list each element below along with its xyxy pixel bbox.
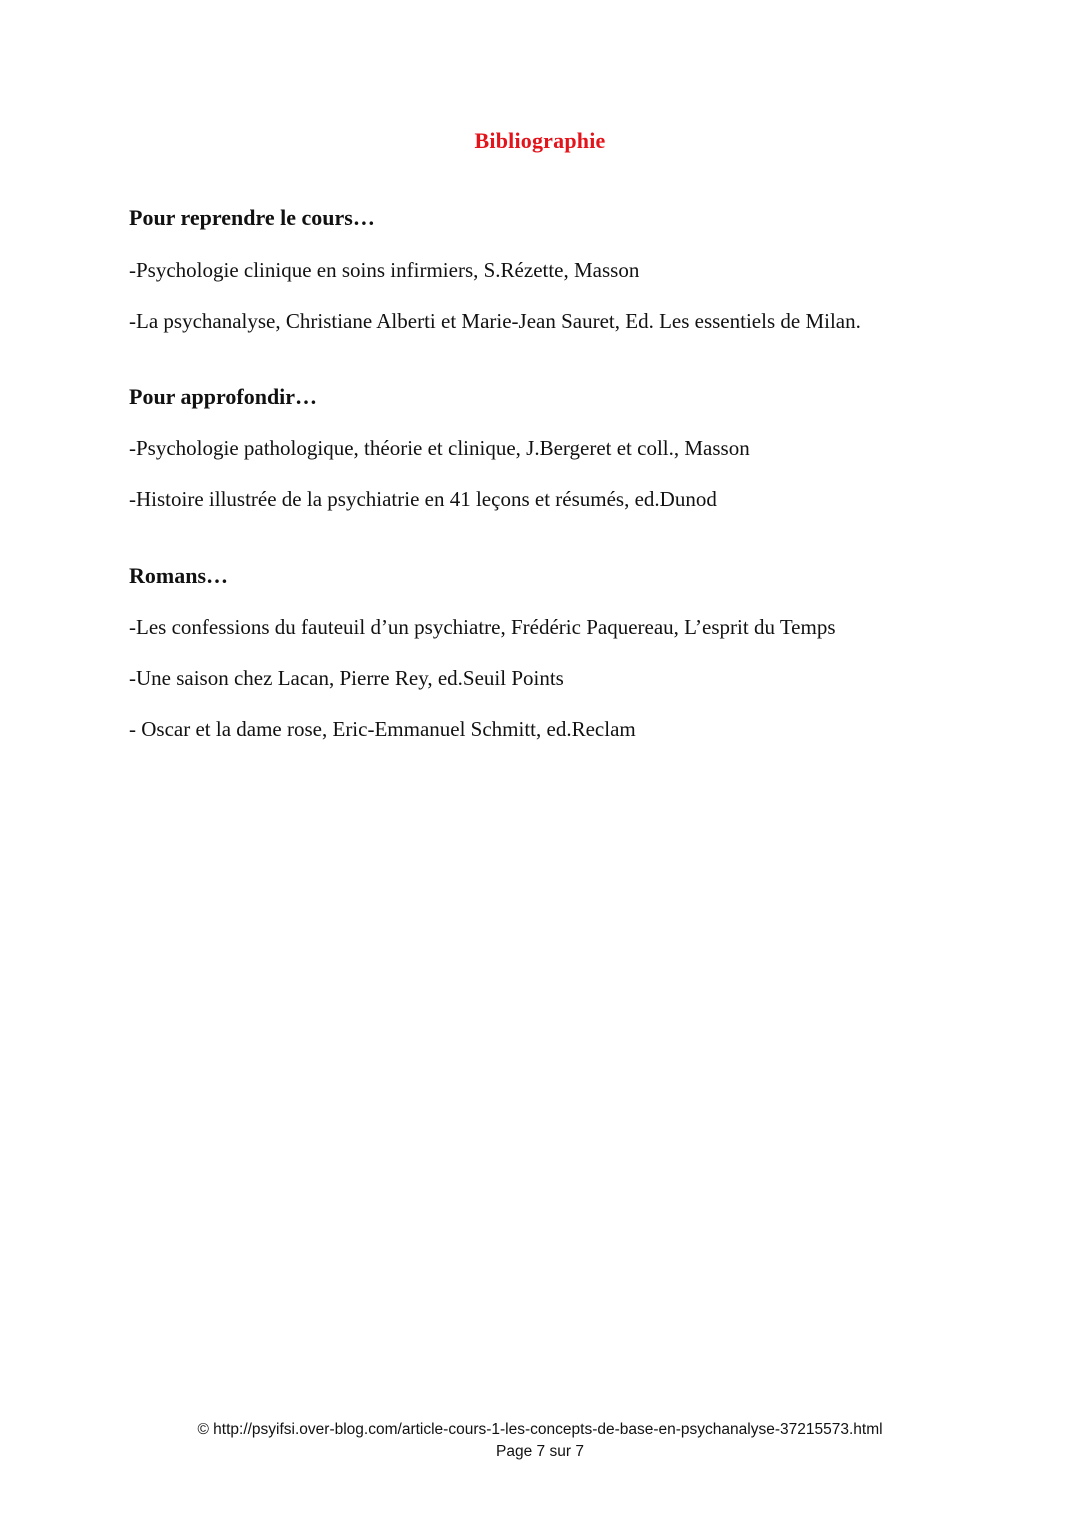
- section-heading-deepen: Pour approfondir…: [129, 384, 318, 409]
- section-heading-course: Pour reprendre le cours…: [129, 205, 375, 230]
- footer-page-number: Page 7 sur 7: [496, 1443, 584, 1460]
- bibliography-entry: -Psychologie clinique en soins infirmiers, S.Rézette, Masson: [129, 258, 640, 282]
- bibliography-entry: -Une saison chez Lacan, Pierre Rey, ed.Seuil Points: [129, 666, 564, 690]
- footer-source-link: © http://psyifsi.over-blog.com/article-cours-1-les-concepts-de-base-en-psychanalyse-37215573.html: [197, 1421, 883, 1438]
- bibliography-entry: - Oscar et la dame rose, Eric-Emmanuel Schmitt, ed.Reclam: [129, 717, 636, 741]
- bibliography-entry: -Psychologie pathologique, théorie et clinique, J.Bergeret et coll., Masson: [129, 436, 750, 460]
- page-title: Bibliographie: [474, 128, 606, 153]
- section-heading-novels: Romans…: [129, 563, 229, 588]
- bibliography-entry: -Histoire illustrée de la psychiatrie en 41 leçons et résumés, ed.Dunod: [129, 487, 717, 511]
- bibliography-entry: -La psychanalyse, Christiane Alberti et Marie-Jean Sauret, Ed. Les essentiels de Milan.: [129, 309, 861, 333]
- bibliography-entry: -Les confessions du fauteuil d’un psychiatre, Frédéric Paquereau, L’esprit du Temps: [129, 615, 836, 639]
